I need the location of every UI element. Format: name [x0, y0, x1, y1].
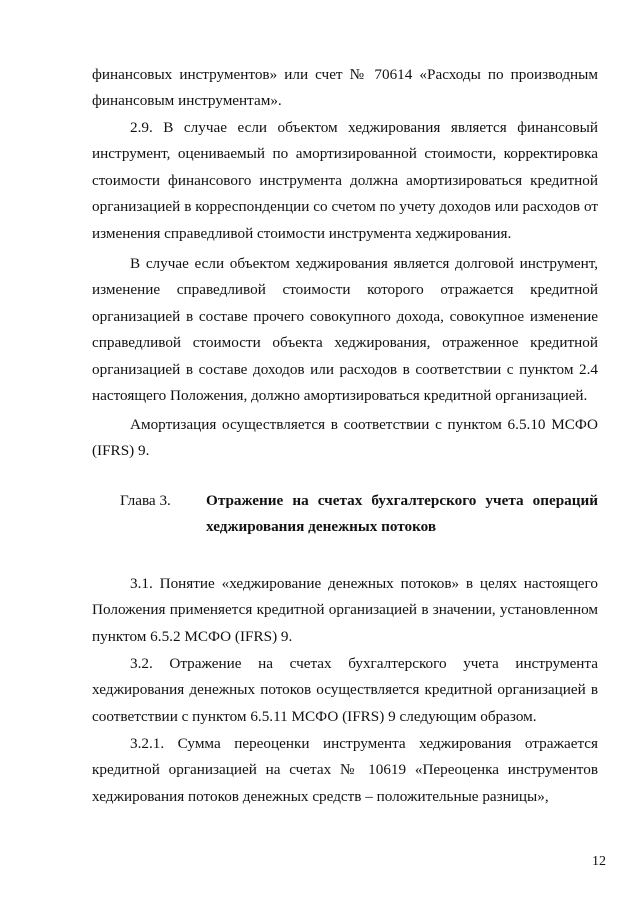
page-number: 12 [592, 854, 606, 869]
chapter-number: Глава 3. [120, 492, 171, 509]
paragraph-3-2-1: 3.2.1. Сумма переоценки инструмента хеджирования отражается кредитной организацией на счетах № 10619 «Переоценка инструментов хеджирования потоков денежных средств – положительные разницы», [92, 735, 598, 805]
paragraph-debt-instrument: В случае если объектом хеджирования является долговой инструмент, изменение справедливой стоимости которого отражается кредитной организацией в составе прочего совокупного дохода, совокупное изменение справедливой стоимости объекта хеджирования, отраженное кредитной организацией в составе доходов или расходов в соответствии с пунктом 2.4 настоящего Положения, должно амортизироваться кредитной организацией. [92, 255, 598, 405]
chapter-title: Отражение на счетах бухгалтерского учета операций хеджирования денежных потоков [206, 492, 598, 536]
paragraph-amortization: Амортизация осуществляется в соответствии с пунктом 6.5.10 МСФО (IFRS) 9. [92, 416, 598, 460]
paragraph-3-2: 3.2. Отражение на счетах бухгалтерского учета инструмента хеджирования денежных потоков осуществляется кредитной организацией в соответствии с пунктом 6.5.11 МСФО (IFRS) 9 следующим образом. [92, 655, 598, 725]
paragraph-3-1: 3.1. Понятие «хеджирование денежных потоков» в целях настоящего Положения применяется кредитной организацией в значении, установленном пунктом 6.5.2 МСФО (IFRS) 9. [92, 575, 598, 645]
paragraph-2-9: 2.9. В случае если объектом хеджирования является финансовый инструмент, оцениваемый по амортизированной стоимости, корректировка стоимости финансового инструмента должна амортизироваться кредитной организацией в корреспонденции со счетом по учету доходов или расходов от изменения справедливой стоимости инструмента хеджирования. [92, 119, 598, 242]
paragraph-continuation: финансовых инструментов» или счет № 70614 «Расходы по производным финансовым инструментам». [92, 66, 598, 110]
